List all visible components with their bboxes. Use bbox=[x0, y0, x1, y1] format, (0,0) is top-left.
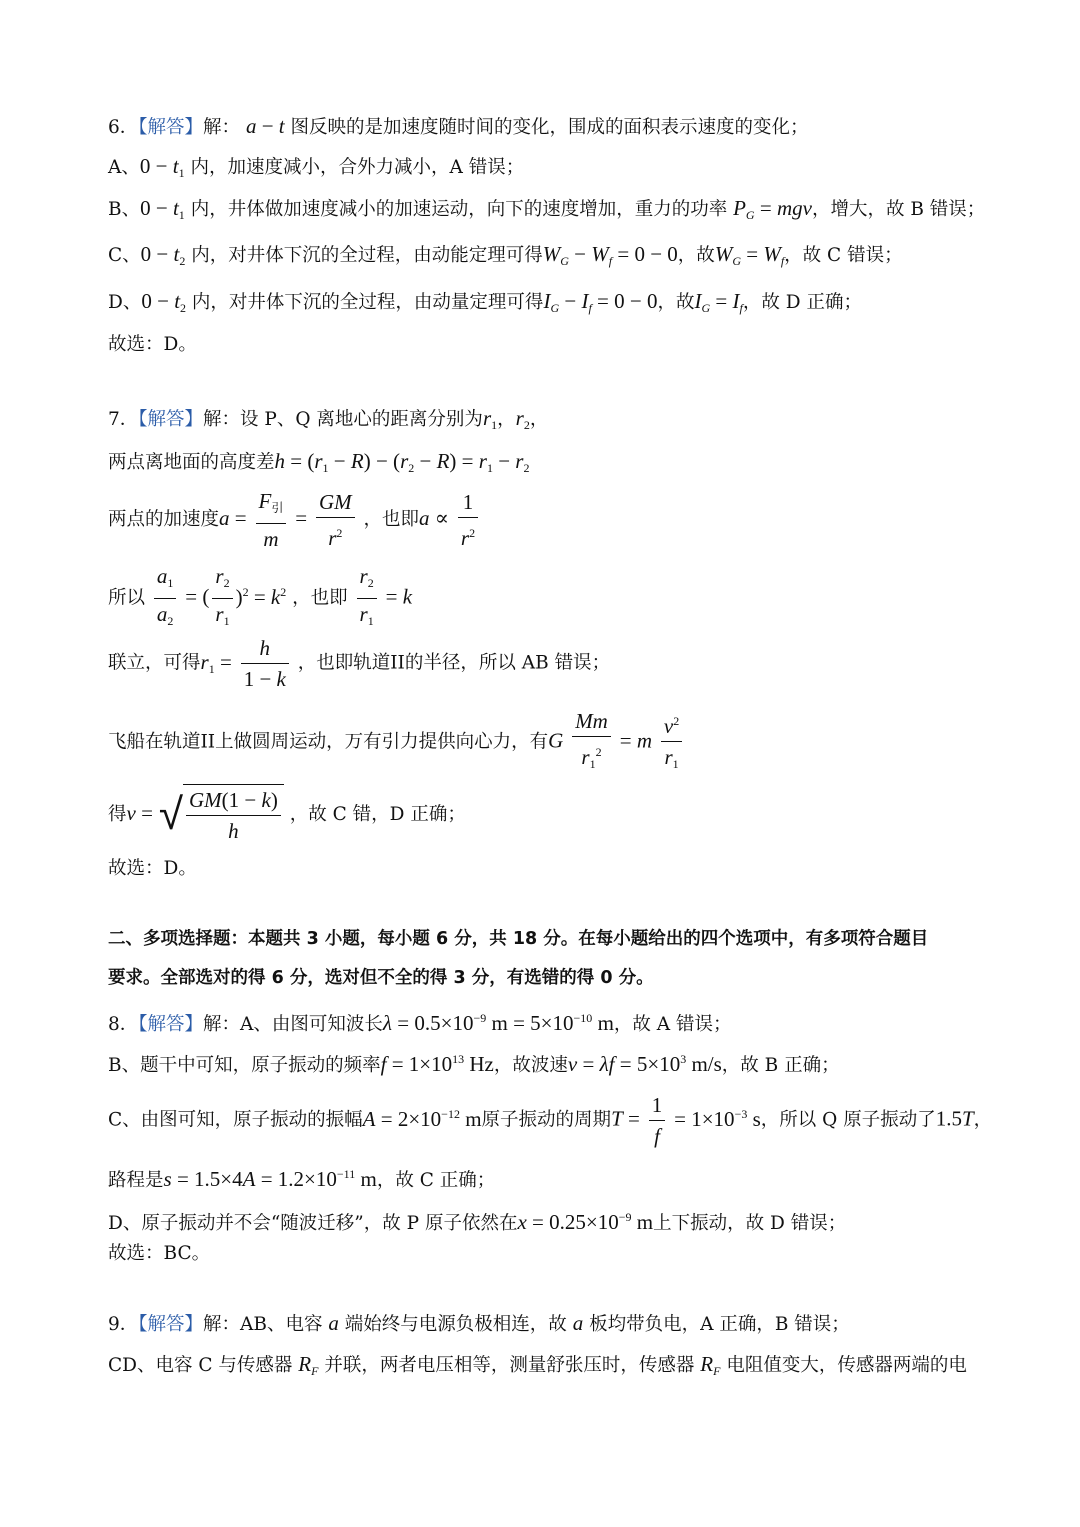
text: 原子振动的周期 bbox=[481, 1109, 612, 1131]
text: B、题干中可知，原子振动的频率 bbox=[108, 1055, 381, 1076]
text: 解：A、由图可知波长 bbox=[203, 1014, 383, 1035]
fraction: $\frac{1}{f}$ bbox=[649, 1090, 666, 1151]
q8-line-1: 8．【解答】解：A、由图可知波长$\lambda = 0.5\times 10^{-9}$ $m = 5\times 10^{-10}$ m，故 A 错误； bbox=[108, 1011, 732, 1035]
text: ，故 C 错，D 正确； bbox=[289, 804, 466, 825]
section-heading-line-2: 要求。全部选对的得 6 分，选对但不全的得 3 分，有选错的得 0 分。 bbox=[108, 968, 654, 988]
q8-line-5: D、原子振动并不会“随波迁移”，故 P 原子依然在$x = 0.25\times 10^{-9}$ m上下振动，故 D 错误； bbox=[108, 1210, 847, 1234]
text: 板均带负电，A 正确，B 错误； bbox=[589, 1314, 850, 1335]
text: 内，对井体下沉的全过程，由动能定理可得 bbox=[191, 245, 543, 266]
text: 所以 bbox=[108, 587, 146, 609]
q7-answer: 故选：D。 bbox=[108, 858, 197, 879]
q8-line-4: 路程是$s = 1.5\times 4A = 1.2\times 10^{-11}$ m，故 C 正确； bbox=[108, 1167, 496, 1191]
text: 图反映的是加速度随时间的变化，围成的面积表示速度的变化； bbox=[290, 117, 809, 138]
text: 内，井体做加速度减小的加速运动，向下的速度增加，重力的功率 bbox=[190, 199, 728, 220]
text: CD、电容 C 与传感器 bbox=[108, 1355, 293, 1376]
text: 路程是 bbox=[108, 1170, 164, 1191]
text: 联立，可得 bbox=[108, 652, 201, 674]
text: ，故波速 bbox=[493, 1055, 568, 1076]
text: ，故 D 正确； bbox=[742, 292, 862, 313]
text: 解：设 P、Q 离地心的距离分别为 bbox=[203, 409, 483, 430]
text: 解： bbox=[203, 117, 241, 138]
fraction: $\frac{a_1}{a_2}$ bbox=[154, 561, 177, 636]
text: ，故 C 正确； bbox=[376, 1170, 496, 1191]
text: D、原子振动并不会“随波迁移”，故 P 原子依然在 bbox=[108, 1213, 518, 1234]
text: 上下振动，故 D 错误； bbox=[653, 1213, 847, 1234]
q7-line-2: 两点离地面的高度差$h = (r_1 - R) - (r_2 - R) = r_1 - r_2$ bbox=[108, 449, 530, 475]
text: 飞船在轨道II上做圆周运动，万有引力提供向心力，有 bbox=[108, 731, 549, 753]
text: 内，加速度减小，合外力减小，A 错误； bbox=[190, 157, 525, 178]
text: 端始终与电源负极相连，故 bbox=[344, 1314, 567, 1335]
text: 并联，两者电压相等，测量舒张压时，传感器 bbox=[324, 1355, 695, 1376]
text: 引 bbox=[271, 501, 284, 515]
text: 电阻值变大，传感器两端的电 bbox=[726, 1355, 967, 1376]
text: ，故 A 错误； bbox=[613, 1014, 732, 1035]
text: 解：AB、电容 bbox=[203, 1314, 323, 1335]
fraction: $\frac{r_2}{r_1}$ bbox=[212, 561, 232, 636]
q7-line-4: 所以 $\frac{a_1}{a_2}$ = ( $\frac{r_2}{r_1}$ )$^2 = k^2$ ，也即 $\frac{r_2}{r_1}$ = k bbox=[108, 561, 412, 636]
text: ，也即 bbox=[363, 509, 420, 530]
sqrt: √ $\frac{GM(1 - k)}{h}$ bbox=[159, 784, 284, 846]
q8-line-3: C、由图可知，原子振动的振幅$A = 2\times 10^{-12}$ m原子振动的周期T = $\frac{1}{f}$ = $1\times 10^{-3}$ s，所以 Q 原子振动了1.5T， bbox=[108, 1090, 992, 1151]
q6-line-1: 6．【解答】解： a − t 图反映的是加速度随时间的变化，围成的面积表示速度的变化； bbox=[108, 114, 809, 138]
text: ，也即 bbox=[292, 587, 348, 609]
q9-line-1: 9．【解答】解：AB、电容 a 端始终与电源负极相连，故 a 板均带负电，A 正确，B 错误； bbox=[108, 1311, 850, 1335]
text: B、 bbox=[108, 199, 141, 220]
question-number: 6． bbox=[108, 117, 139, 138]
answer-tag: 【解答】 bbox=[138, 1014, 204, 1035]
q7-line-3: 两点的加速度a = $\frac{F_引}{m}$ = $\frac{GM}{r^2}$ ，也即a ∝ $\frac{1}{r^2}$ bbox=[108, 486, 481, 554]
question-number: 9． bbox=[108, 1314, 139, 1335]
q7-line-5: 联立，可得$r_1$ = $\frac{h}{1 - k}$ ，也即轨道II的半径，所以 AB 错误； bbox=[108, 633, 610, 694]
text: 两点离地面的高度差 bbox=[108, 452, 275, 473]
fraction: $\frac{r_2}{r_1}$ bbox=[357, 561, 377, 636]
fraction: $\frac{GM(1 - k)}{h}$ bbox=[186, 785, 281, 846]
q6-line-A: A、$0 - t_1$ 内，加速度减小，合外力减小，A 错误； bbox=[108, 154, 525, 180]
q7-line-1: 7．【解答】解：设 P、Q 离地心的距离分别为$r_1$，$r_2$， bbox=[108, 406, 549, 432]
section-heading-line-1: 二、多项选择题：本题共 3 小题，每小题 6 分，共 18 分。在每小题给出的四个选项中，有多项符合题目 bbox=[108, 929, 929, 949]
text: D、 bbox=[108, 292, 142, 313]
text: ，所以 Q 原子振动了 bbox=[760, 1109, 936, 1131]
fraction: $\frac{1}{r^2}$ bbox=[458, 487, 478, 553]
text: ，故 bbox=[677, 245, 715, 266]
text: C、 bbox=[108, 245, 141, 266]
fraction: $\frac{Mm}{r_1^2}$ bbox=[572, 706, 611, 779]
q8-line-2: B、题干中可知，原子振动的频率$f = 1\times 10^{13}$ Hz，故波速$v = \lambda f = 5\times 10^3$ m/s，故 B 正确； bbox=[108, 1052, 840, 1076]
text: 内，对井体下沉的全过程，由动量定理可得 bbox=[191, 292, 544, 313]
text: ，故 C 错误； bbox=[784, 245, 903, 266]
q8-answer: 故选：BC。 bbox=[108, 1243, 211, 1264]
fraction: $\frac{v^2}{r_1}$ bbox=[661, 706, 682, 779]
text: 两点的加速度 bbox=[108, 509, 220, 530]
text: ，也即轨道II的半径，所以 AB 错误； bbox=[297, 652, 611, 674]
text: C、由图可知，原子振动的振幅 bbox=[108, 1109, 363, 1131]
text: A、 bbox=[108, 157, 140, 178]
q6-answer: 故选：D。 bbox=[108, 334, 197, 355]
q6-line-B: B、$0 - t_1$ 内，井体做加速度减小的加速运动，向下的速度增加，重力的功率 $P_G$ = mgv，增大，故 B 错误； bbox=[108, 196, 986, 222]
answer-tag: 【解答】 bbox=[138, 117, 204, 138]
question-number: 7． bbox=[108, 409, 139, 430]
fraction: $\frac{F_引}{m}$ bbox=[256, 486, 287, 554]
text: ，故 bbox=[657, 292, 695, 313]
q7-line-6: 飞船在轨道II上做圆周运动，万有引力提供向心力，有G $\frac{Mm}{r_1^2}$ = m $\frac{v^2}{r_1}$ bbox=[108, 706, 685, 779]
answer-tag: 【解答】 bbox=[138, 1314, 204, 1335]
q9-line-2: CD、电容 C 与传感器 $R_F$ 并联，两者电压相等，测量舒张压时，传感器 $R_F$ 电阻值变大，传感器两端的电 bbox=[108, 1352, 967, 1378]
fraction: $\frac{h}{1 - k}$ bbox=[241, 633, 289, 694]
text: 得 bbox=[108, 804, 127, 825]
text: ，增大，故 B 错误； bbox=[811, 199, 986, 220]
q6-line-C: C、$0 - t_2$ 内，对井体下沉的全过程，由动能定理可得$W_G - W_f = 0 - 0$，故$W_G = W_f$，故 C 错误； bbox=[108, 242, 903, 268]
fraction: $\frac{GM}{r^2}$ bbox=[316, 487, 355, 553]
q7-line-7: 得v = √ $\frac{GM(1 - k)}{h}$ ，故 C 错，D 正确； bbox=[108, 784, 466, 846]
q6-line-D: D、$0 - t_2$ 内，对井体下沉的全过程，由动量定理可得$I_G - I_f = 0 - 0$，故$I_G = I_f$，故 D 正确； bbox=[108, 289, 862, 315]
answer-tag: 【解答】 bbox=[138, 409, 204, 430]
question-number: 8． bbox=[108, 1014, 139, 1035]
text: ，故 B 正确； bbox=[721, 1055, 840, 1076]
